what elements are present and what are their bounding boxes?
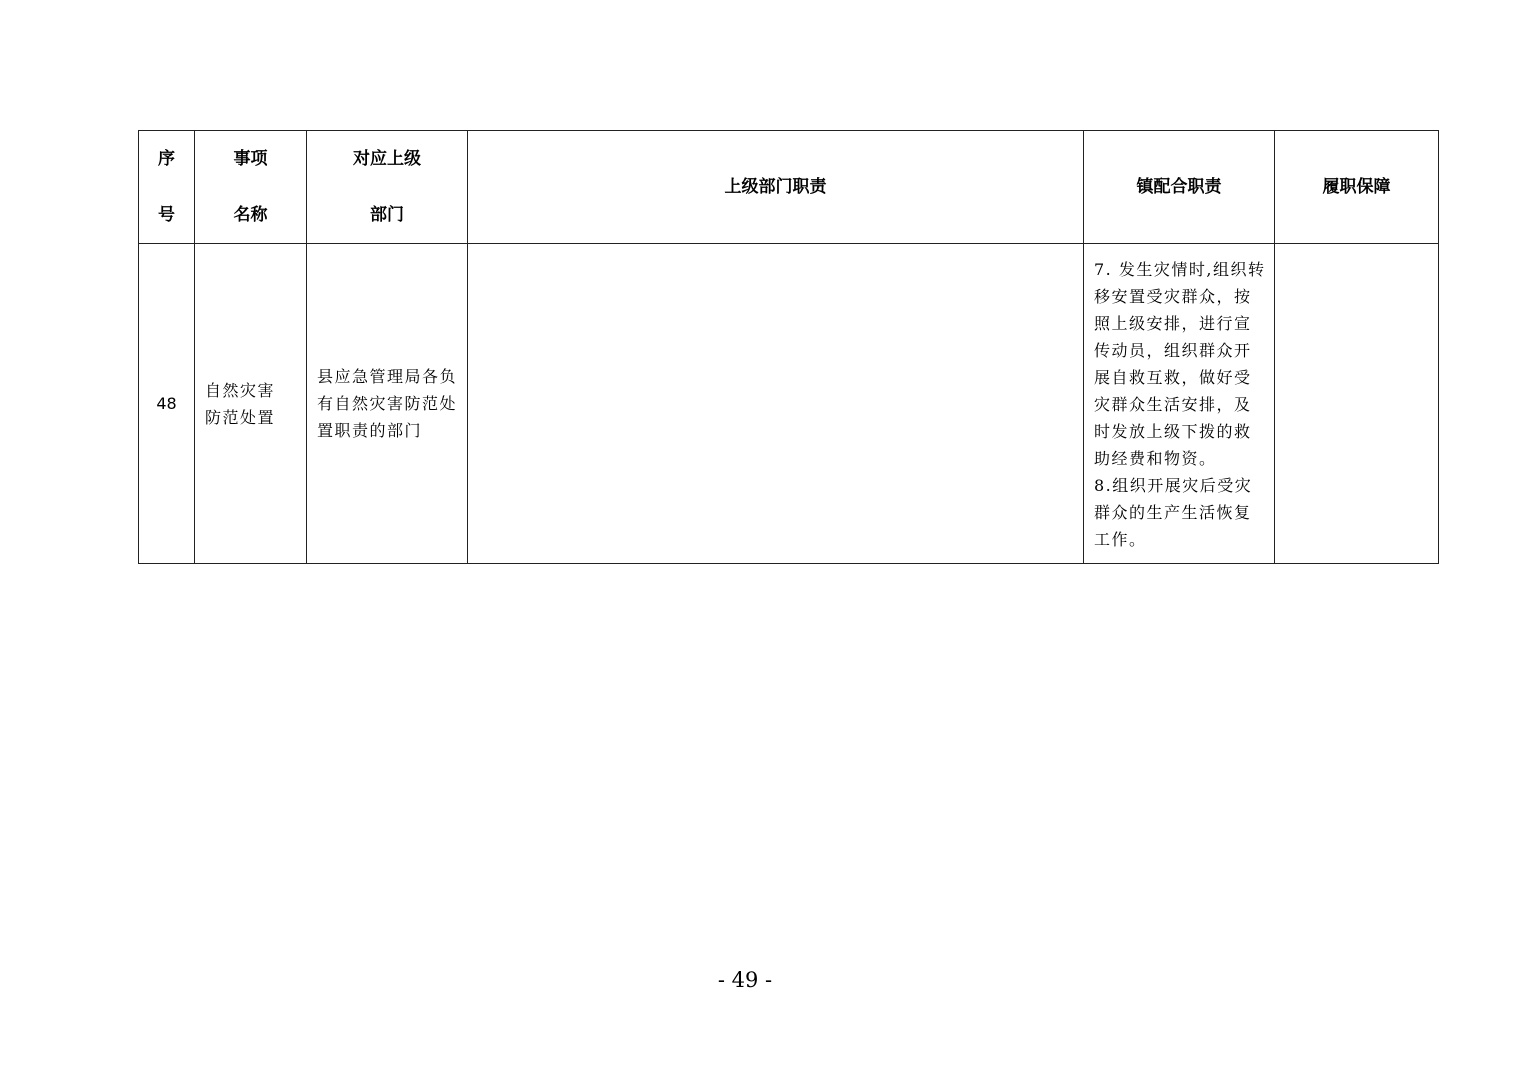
header-town-duty: 镇配合职责 — [1084, 131, 1275, 244]
row-item-line1: 自然灾害 — [205, 380, 276, 400]
town-duty-item-7: 7. 发生灾情时,组织转移安置受灾群众，按照上级安排，进行宣传动员，组织群众开展自救互救，做好受灾群众生活安排，及时发放上级下拨的救助经费和物资。 — [1094, 260, 1266, 468]
row-item-name — [195, 244, 307, 564]
row-item-line2: 防范处置 — [205, 407, 276, 427]
header-item-name — [195, 131, 307, 244]
town-duty-item-8: 8.组织开展灾后受灾群众的生产生活恢复工作。 — [1094, 476, 1253, 549]
header-dept-line2: 部门 — [370, 205, 404, 225]
header-dept-line1: 对应上级 — [353, 149, 421, 169]
header-item-line2: 名称 — [233, 205, 268, 225]
header-seq-line2: 号 — [158, 205, 175, 225]
row-guarantee — [1275, 244, 1439, 564]
header-dept — [307, 131, 468, 244]
header-guarantee: 履职保障 — [1275, 131, 1439, 244]
header-item-line1: 事项 — [233, 149, 268, 169]
page-number: - 49 - — [717, 968, 773, 992]
row-seq: 48 — [139, 244, 195, 564]
row-town-duty — [1084, 244, 1275, 564]
header-seq-line1: 序 — [158, 149, 175, 169]
row-dept: 县应急管理局各负有自然灾害防范处置职责的部门 — [307, 244, 468, 564]
duty-table — [138, 130, 1439, 564]
table-row — [139, 244, 1439, 564]
header-seq — [139, 131, 195, 244]
header-row — [139, 131, 1439, 244]
row-upper-duty — [468, 244, 1084, 564]
header-upper-duty: 上级部门职责 — [468, 131, 1084, 244]
